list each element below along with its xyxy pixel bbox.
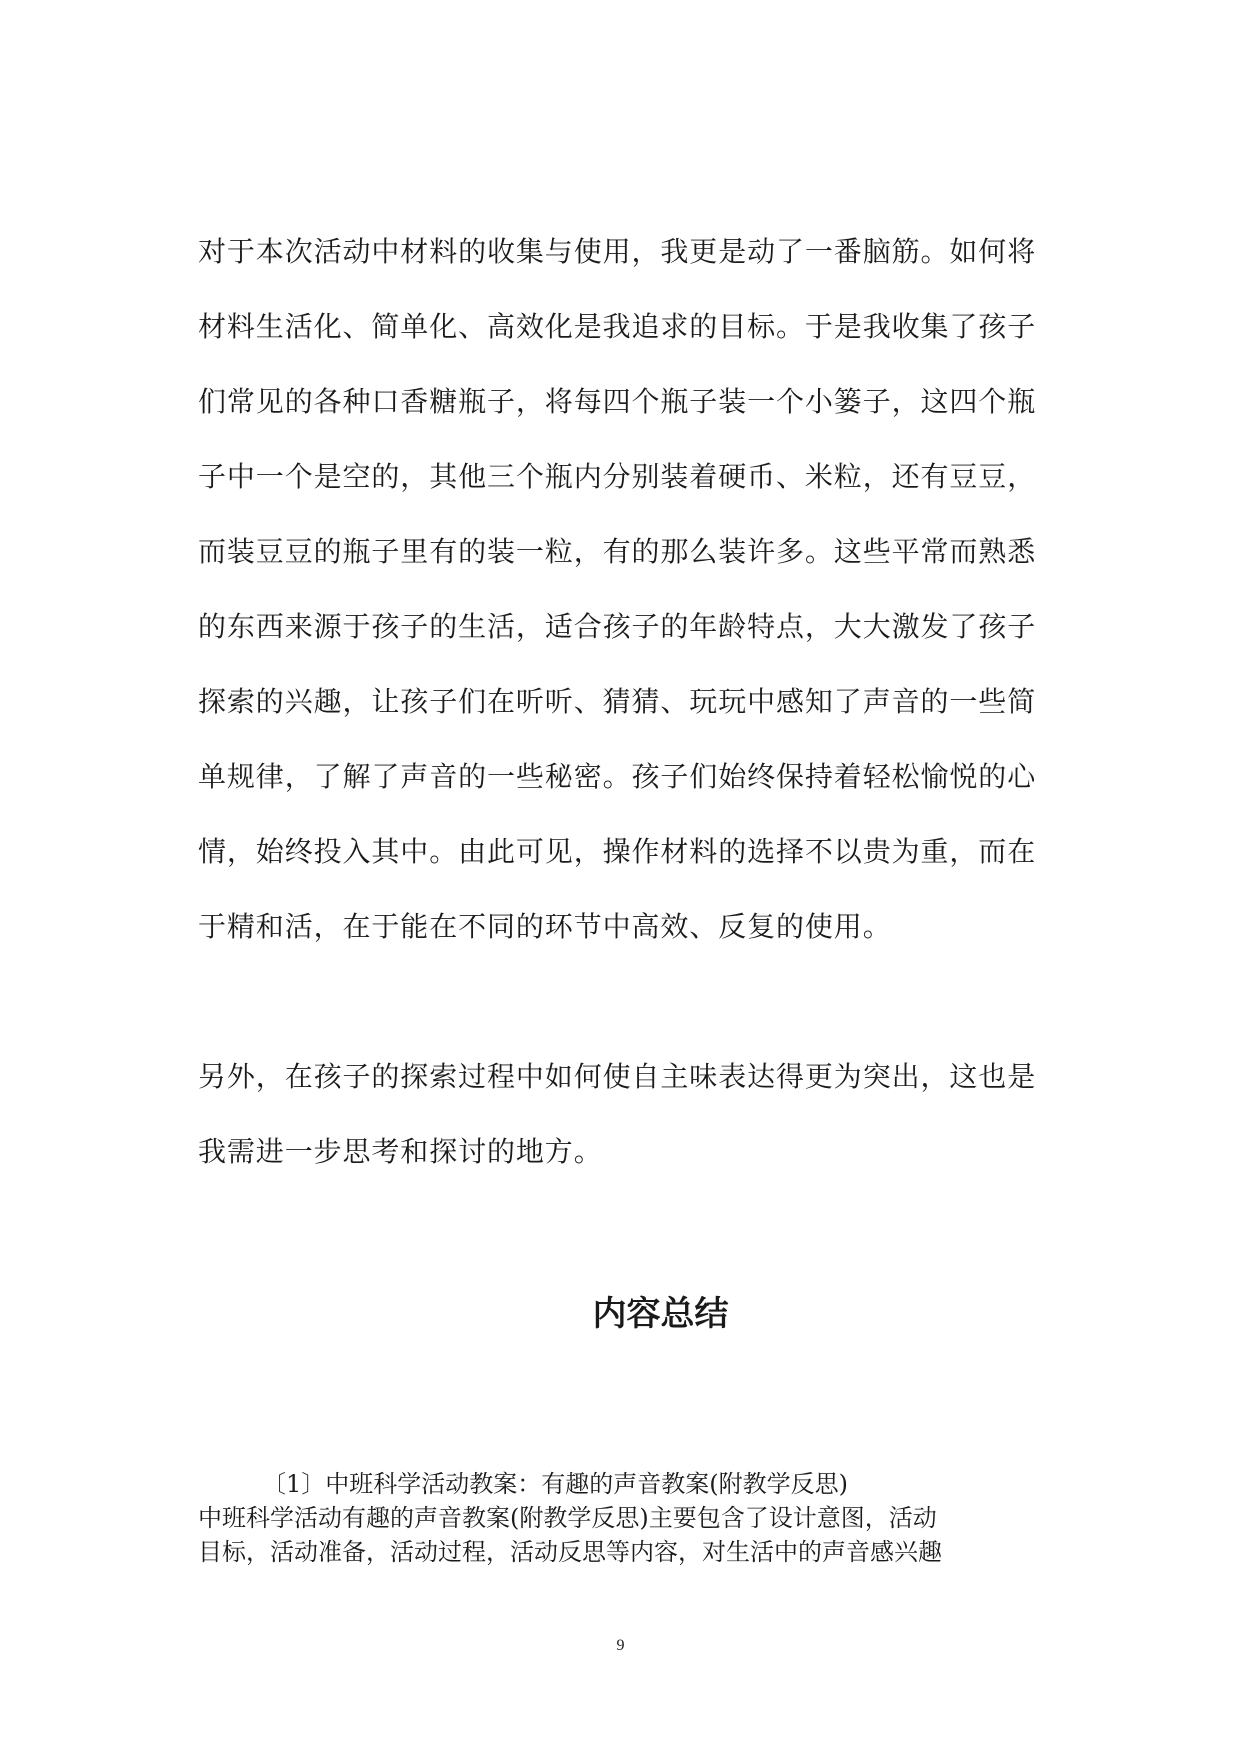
summary-line: 中班科学活动有趣的声音教案(附教学反思)主要包含了设计意图，活动 [198, 1504, 937, 1532]
paragraph-line: 而装豆豆的瓶子里有的装一粒，有的那么装许多。这些平常而熟悉 [198, 535, 1037, 568]
section-title: 内容总结 [592, 1294, 729, 1334]
paragraph-line: 对于本次活动中材料的收集与使用，我更是动了一番脑筋。如何将 [198, 235, 1037, 268]
paragraph-line: 材料生活化、简单化、高效化是我追求的目标。于是我收集了孩子 [198, 310, 1037, 343]
paragraph-line: 探索的兴趣，让孩子们在听听、猜猜、玩玩中感知了声音的一些简 [198, 685, 1037, 718]
paragraph-line: 子中一个是空的，其他三个瓶内分别装着硬币、米粒，还有豆豆， [198, 460, 1037, 493]
paragraph-line: 于精和活，在于能在不同的环节中高效、反复的使用。 [198, 910, 892, 943]
summary-line: 〔1〕中班科学活动教案：有趣的声音教案(附教学反思) [262, 1470, 848, 1498]
paragraph-line: 们常见的各种口香糖瓶子，将每四个瓶子装一个小篓子，这四个瓶 [198, 385, 1037, 418]
paragraph-line: 另外，在孩子的探索过程中如何使自主味表达得更为突出，这也是 [198, 1060, 1037, 1093]
summary-line: 目标，活动准备，活动过程，活动反思等内容，对生活中的声音感兴趣 [198, 1538, 942, 1566]
paragraph-line: 单规律，了解了声音的一些秘密。孩子们始终保持着轻松愉悦的心 [198, 760, 1037, 793]
page-number: 9 [616, 1637, 625, 1654]
paragraph-line: 我需进一步思考和探讨的地方。 [198, 1135, 603, 1168]
paragraph-line: 的东西来源于孩子的生活，适合孩子的年龄特点，大大激发了孩子 [198, 610, 1037, 643]
paragraph-line: 情，始终投入其中。由此可见，操作材料的选择不以贵为重，而在 [198, 835, 1037, 868]
